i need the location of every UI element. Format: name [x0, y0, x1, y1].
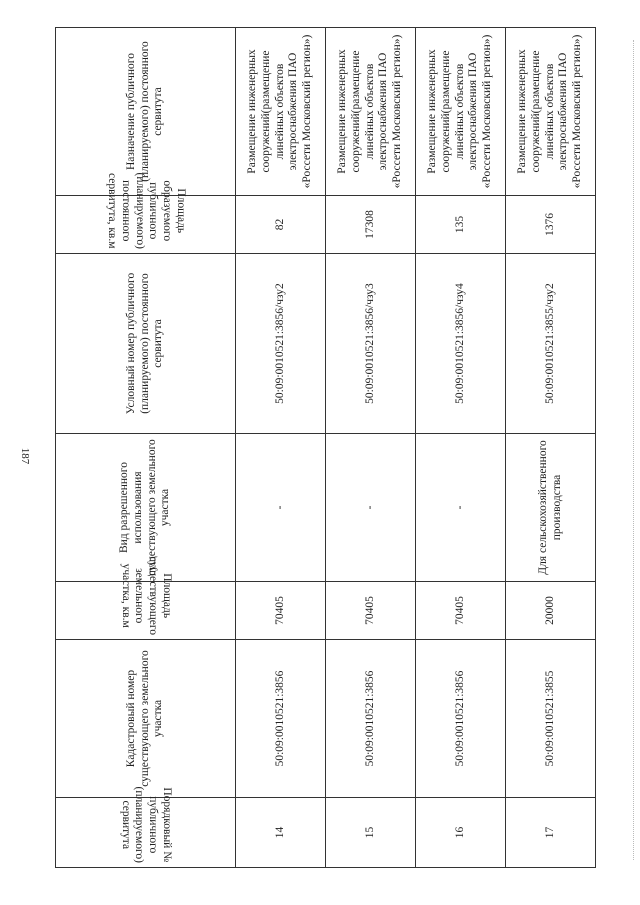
cell-land-area: 70405: [416, 582, 506, 640]
header-servitude-area: Площадь образуемого публичного (планируемого) постоянного сервитута, кв.м: [56, 196, 236, 254]
table-row: [416, 28, 506, 868]
cell-servitude-id: 50:09:0010521:3856/чзу4: [416, 254, 506, 434]
header-serial-number: Порядковый № публичного (планируемого) сервитута: [56, 798, 236, 868]
cell-servitude-area: 17308: [326, 196, 416, 254]
cell-cadastral-number: 50:09:0010521:3856: [236, 640, 326, 798]
cell-cadastral-number: 50:09:0010521:3855: [506, 640, 596, 798]
cell-serial-number: 17: [506, 798, 596, 868]
cell-serial-number: 14: [236, 798, 326, 868]
scan-edge: [633, 40, 636, 860]
cell-serial-number: 15: [326, 798, 416, 868]
cell-land-area: 70405: [326, 582, 416, 640]
cell-servitude-purpose: Размещение инженерных сооружений(размещение линейных объектов электроснабжения ПАО «Россети Московский регион»): [506, 28, 596, 196]
cell-servitude-purpose: Размещение инженерных сооружений(размещение линейных объектов электроснабжения ПАО «Россети Московский регион»): [416, 28, 506, 196]
table-header-row: [56, 28, 236, 868]
cell-land-area: 20000: [506, 582, 596, 640]
cell-permitted-use: -: [236, 434, 326, 582]
cell-servitude-id: 50:09:0010521:3855/чзу2: [506, 254, 596, 434]
cell-permitted-use: -: [326, 434, 416, 582]
header-land-area: Площадь существующего земельного участка, кв.м: [56, 582, 236, 640]
cell-serial-number: 16: [416, 798, 506, 868]
cell-servitude-id: 50:09:0010521:3856/чзу3: [326, 254, 416, 434]
cell-servitude-area: 135: [416, 196, 506, 254]
cell-permitted-use: Для сельскохозяйственного производства: [506, 434, 596, 582]
header-servitude-id: Условный номер публичного (планируемого) постоянного сервитута: [56, 254, 236, 434]
header-cadastral-number: Кадастровый номер существующего земельного участка: [56, 640, 236, 798]
cell-permitted-use: -: [416, 434, 506, 582]
servitude-table: [55, 27, 596, 868]
cell-cadastral-number: 50:09:0010521:3856: [416, 640, 506, 798]
cell-servitude-area: 82: [236, 196, 326, 254]
rotated-table-wrapper: [55, 28, 595, 868]
cell-servitude-purpose: Размещение инженерных сооружений(размещение линейных объектов электроснабжения ПАО «Россети Московский регион»): [326, 28, 416, 196]
table-row: [506, 28, 596, 868]
table-row: [326, 28, 416, 868]
table-row: [236, 28, 326, 868]
cell-servitude-id: 50:09:0010521:3856/чзу2: [236, 254, 326, 434]
cell-servitude-purpose: Размещение инженерных сооружений(размещение линейных объектов электроснабжения ПАО «Россети Московский регион»): [236, 28, 326, 196]
header-servitude-purpose: Назначение публичного (планируемого) постоянного сервитута: [56, 28, 236, 196]
header-permitted-use: Вид разрешенного использования существующего земельного участка: [56, 434, 236, 582]
cell-cadastral-number: 50:09:0010521:3856: [326, 640, 416, 798]
cell-land-area: 70405: [236, 582, 326, 640]
cell-servitude-area: 1376: [506, 196, 596, 254]
page-number: 187: [19, 447, 31, 465]
